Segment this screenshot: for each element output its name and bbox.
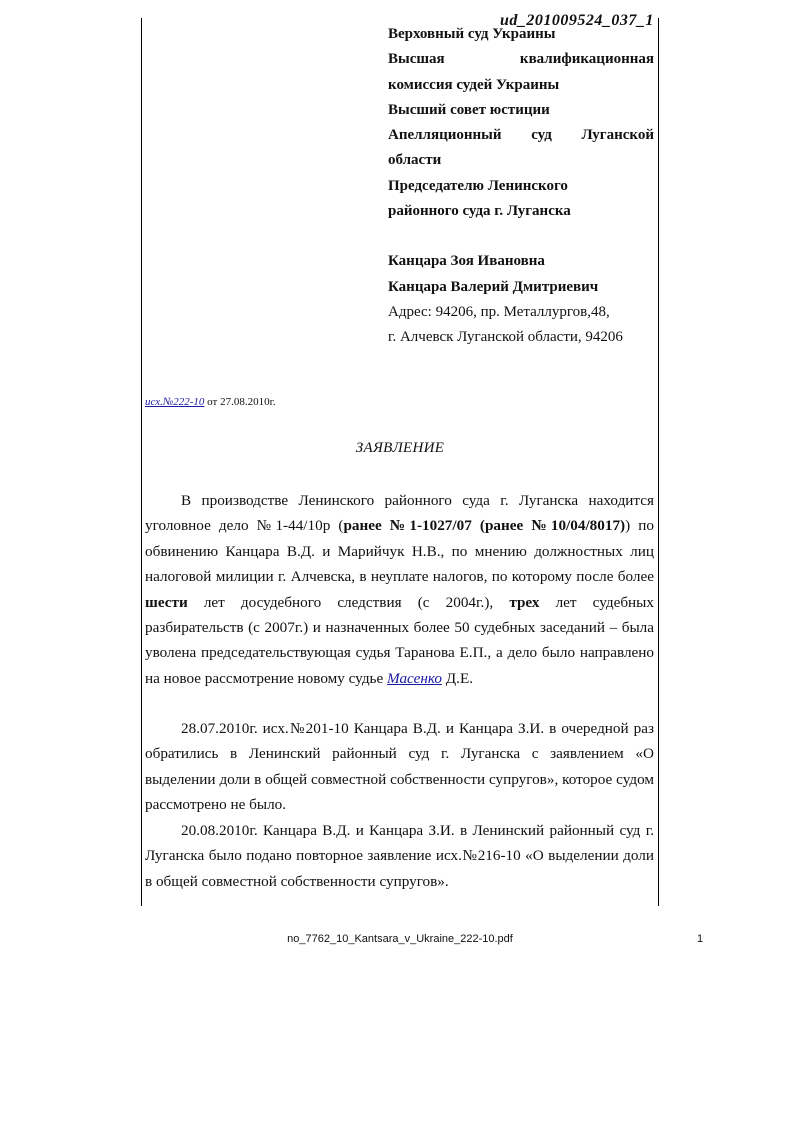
sender-address: г. Алчевск Луганской области, 94206	[388, 329, 623, 346]
emphasis: трех	[509, 593, 540, 611]
document-title: ЗАЯВЛЕНИЕ	[355, 440, 445, 456]
addressee-line: области	[388, 152, 442, 169]
text-run: В производстве Ленинского районного суда г. Луганска находится уголовное дело №1-44/10р (	[145, 492, 654, 535]
paragraph-3	[145, 818, 654, 894]
addressee-line: Высший совет юстиции	[388, 101, 550, 118]
reference-date: от 27.08.2010г.	[204, 396, 276, 408]
footer-filename: no_7762_10_Kantsara_v_Ukraine_222-10.pdf	[287, 933, 513, 945]
case-numbers: ранее №1-1027/07 (ранее №10/04/8017)	[343, 517, 626, 535]
sender-name: Канцара Зоя Ивановна	[388, 253, 545, 270]
text-run: Д.Е.	[441, 669, 474, 687]
addressee-line: Верховный суд Украины	[388, 26, 556, 42]
left-margin-line	[141, 18, 142, 906]
paragraph-text: 20.08.2010г. Канцара В.Д. и Канцара З.И. в Ленинский районный суд г. Луганска было подано повторное заявление исх.№216-10 «О выделении доли в общей совместной собственности супругов».	[145, 822, 654, 890]
reference-link[interactable]: исх.№222-10	[145, 396, 205, 408]
page-number: 1	[697, 933, 704, 945]
text-run: ) по обвинению Канцара В.Д. и Марийчук Н.В., по мнению должностных лиц налоговой милиции г. Алчевска, в неуплате налогов, по которому после более	[145, 517, 654, 586]
paragraph-text: 28.07.2010г. исх.№201-10 Канцара В.Д. и Канцара З.И. в очередной раз обратились в Ленинский районный суд г. Луганска с заявлением «О выделении доли в общей совместной собственности супругов», которое судом рассмотрено не было.	[145, 720, 654, 814]
paragraph-2	[145, 716, 654, 818]
right-margin-line	[658, 18, 659, 906]
text-run: лет судебных разбирательств (с 2007г.) и назначенных более 50 судебных заседаний – была уволена председательствующая судья Таранова Е.П., а дело было направлено на новое рассмотрение новому судье	[145, 593, 654, 687]
sender-name: Канцара Валерий Дмитриевич	[388, 278, 599, 295]
addressee-line: районного суда г. Луганска	[388, 203, 571, 220]
addressee-line: Апелляционный суд Луганской	[388, 127, 654, 144]
sender-address: Адрес: 94206, пр. Металлургов,48,	[388, 303, 610, 320]
emphasis: шести	[145, 593, 188, 611]
text-run: лет досудебного следствия (с 2004г.),	[187, 593, 510, 611]
addressee-line: комиссия судей Украины	[388, 76, 560, 93]
outgoing-reference	[145, 396, 276, 408]
document-stamp: ud_201009524_037_1	[500, 12, 654, 29]
paragraph-1	[145, 488, 654, 691]
addressee-line: Высшая квалификационная	[388, 51, 654, 68]
addressee-block	[388, 22, 654, 351]
addressee-line: Председателю Ленинского	[388, 177, 568, 194]
judge-name-link[interactable]: Масенко	[387, 669, 442, 687]
